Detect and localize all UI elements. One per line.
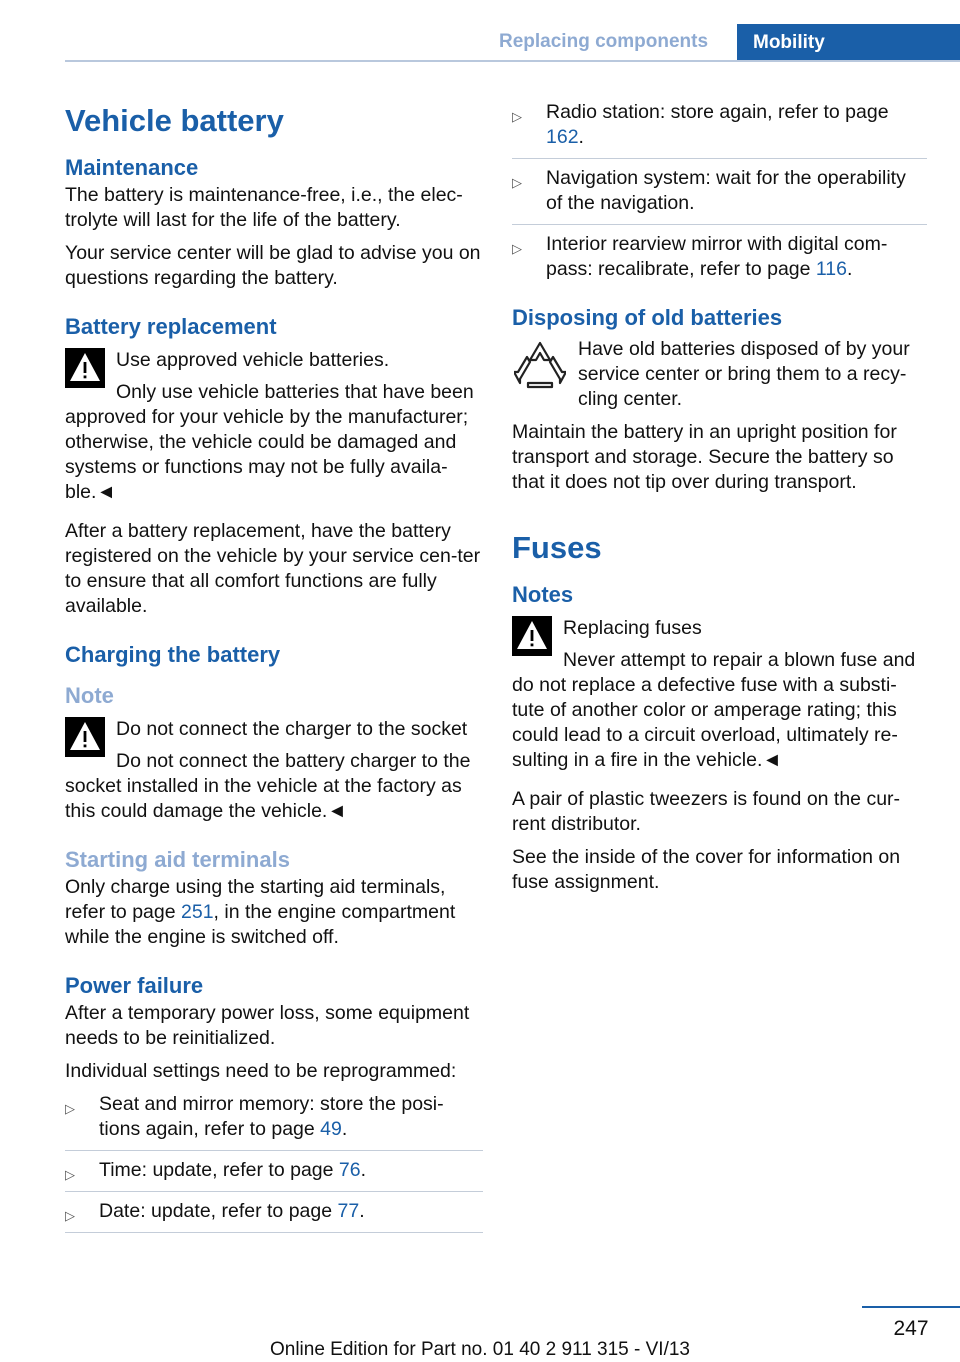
- list-item: ▷ Seat and mirror memory: store the posi-tions again, refer to page 49.: [65, 1092, 483, 1151]
- bullet-triangle-icon: ▷: [512, 175, 522, 190]
- warning-title: Replacing fuses: [563, 617, 702, 639]
- page-reference-link[interactable]: 77: [337, 1200, 360, 1222]
- bullet-triangle-icon: ▷: [512, 241, 522, 256]
- disposing-batteries-heading: Disposing of old batteries: [512, 305, 783, 330]
- footer-rule: [862, 1306, 960, 1308]
- edition-label: Online Edition for Part no. 01 40 2 911 315 - VI/13: [269, 1339, 691, 1360]
- starting-aid-heading: Starting aid terminals: [65, 847, 290, 872]
- battery-replacement-warning: [65, 348, 483, 505]
- warning-title: Use approved vehicle batteries.: [116, 349, 390, 371]
- reprogram-list-left: [65, 1092, 483, 1233]
- fuses-notes-heading: Notes: [512, 582, 574, 607]
- page-reference-link[interactable]: 49: [320, 1118, 342, 1140]
- page-reference-link[interactable]: 251: [181, 901, 214, 923]
- battery-replacement-heading: Battery replacement: [65, 314, 277, 339]
- list-item: ▷ Radio station: store again, refer to page 162.: [512, 100, 927, 159]
- list-item: ▷ Time: update, refer to page 76.: [65, 1158, 483, 1192]
- bullet-triangle-icon: ▷: [65, 1101, 75, 1116]
- charger-socket-warning: [65, 717, 483, 824]
- bullet-triangle-icon: ▷: [512, 109, 522, 124]
- page-reference-link[interactable]: 162: [546, 126, 579, 148]
- header-section-label: Replacing components: [499, 31, 709, 52]
- page-number: 247: [893, 1317, 929, 1340]
- vehicle-battery-title: Vehicle battery: [65, 103, 284, 138]
- battery-replacement-paragraph: After a battery replacement, have the battery registered on the vehicle by your service cen-ter to ensure that all comfort functions are fully available.: [65, 520, 481, 617]
- maintenance-paragraph-1: The battery is maintenance-free, i.e., the elec-trolyte will last for the life of the battery.: [65, 184, 463, 231]
- recycling-note: [512, 337, 927, 412]
- disposing-paragraph: Maintain the battery in an upright position for transport and storage. Secure the battery so that it does not tip over during transport.: [512, 421, 897, 493]
- warning-body: Only use vehicle batteries that have been approved for your vehicle by the manufacturer; otherwise, the vehicle could be damaged and systems or functions may not be fully availa-ble.◄: [65, 381, 474, 503]
- maintenance-paragraph-2: Your service center will be glad to advise you on questions regarding the battery.: [65, 242, 481, 289]
- recycling-text: Have old batteries disposed of by your service center or bring them to a recy-cling center.: [578, 338, 910, 410]
- maintenance-heading: Maintenance: [65, 155, 199, 180]
- starting-aid-paragraph: Only charge using the starting aid terminals, refer to page 251, in the engine compartment while the engine is switched off.: [65, 876, 456, 948]
- warning-icon: [65, 717, 105, 757]
- warning-title: Do not connect the charger to the socket: [116, 718, 468, 740]
- fuses-paragraph-2: See the inside of the cover for information on fuse assignment.: [512, 846, 901, 893]
- left-column: [65, 100, 483, 1240]
- replacing-fuses-warning: [512, 616, 927, 773]
- bullet-triangle-icon: ▷: [65, 1167, 75, 1182]
- bullet-triangle-icon: ▷: [65, 1208, 75, 1223]
- page-reference-link[interactable]: 116: [815, 258, 847, 280]
- recycle-icon: [514, 339, 566, 391]
- power-failure-paragraph-1: After a temporary power loss, some equipment needs to be reinitialized.: [65, 1002, 470, 1049]
- warning-icon: [512, 616, 552, 656]
- warning-body: Do not connect the battery charger to the socket installed in the vehicle at the factory as this could damage the vehicle.◄: [65, 750, 471, 822]
- power-failure-paragraph-2: Individual settings need to be reprogrammed:: [65, 1060, 457, 1082]
- header-rule: [65, 60, 960, 62]
- list-item: ▷ Navigation system: wait for the operability of the navigation.: [512, 166, 927, 225]
- page-reference-link[interactable]: 76: [338, 1159, 361, 1181]
- charging-note-heading: Note: [65, 683, 114, 708]
- right-column: [512, 100, 927, 903]
- warning-body: Never attempt to repair a blown fuse and do not replace a defective fuse with a substi-tute of another color or amperage rating; this could lead to a circuit overload, ultimately re-sulting in a fire in the vehicle.◄: [512, 649, 916, 771]
- charging-battery-heading: Charging the battery: [65, 642, 281, 667]
- header-chapter-tab: Mobility: [737, 24, 960, 61]
- power-failure-heading: Power failure: [65, 973, 204, 998]
- warning-icon: [65, 348, 105, 388]
- list-item: ▷ Interior rearview mirror with digital com-pass: recalibrate, refer to page 116.: [512, 233, 888, 280]
- fuses-paragraph-1: A pair of plastic tweezers is found on the cur-rent distributor.: [512, 788, 901, 835]
- fuses-title: Fuses: [512, 530, 602, 565]
- list-item: ▷ Date: update, refer to page 77.: [65, 1199, 483, 1233]
- reprogram-list-right: [512, 100, 927, 290]
